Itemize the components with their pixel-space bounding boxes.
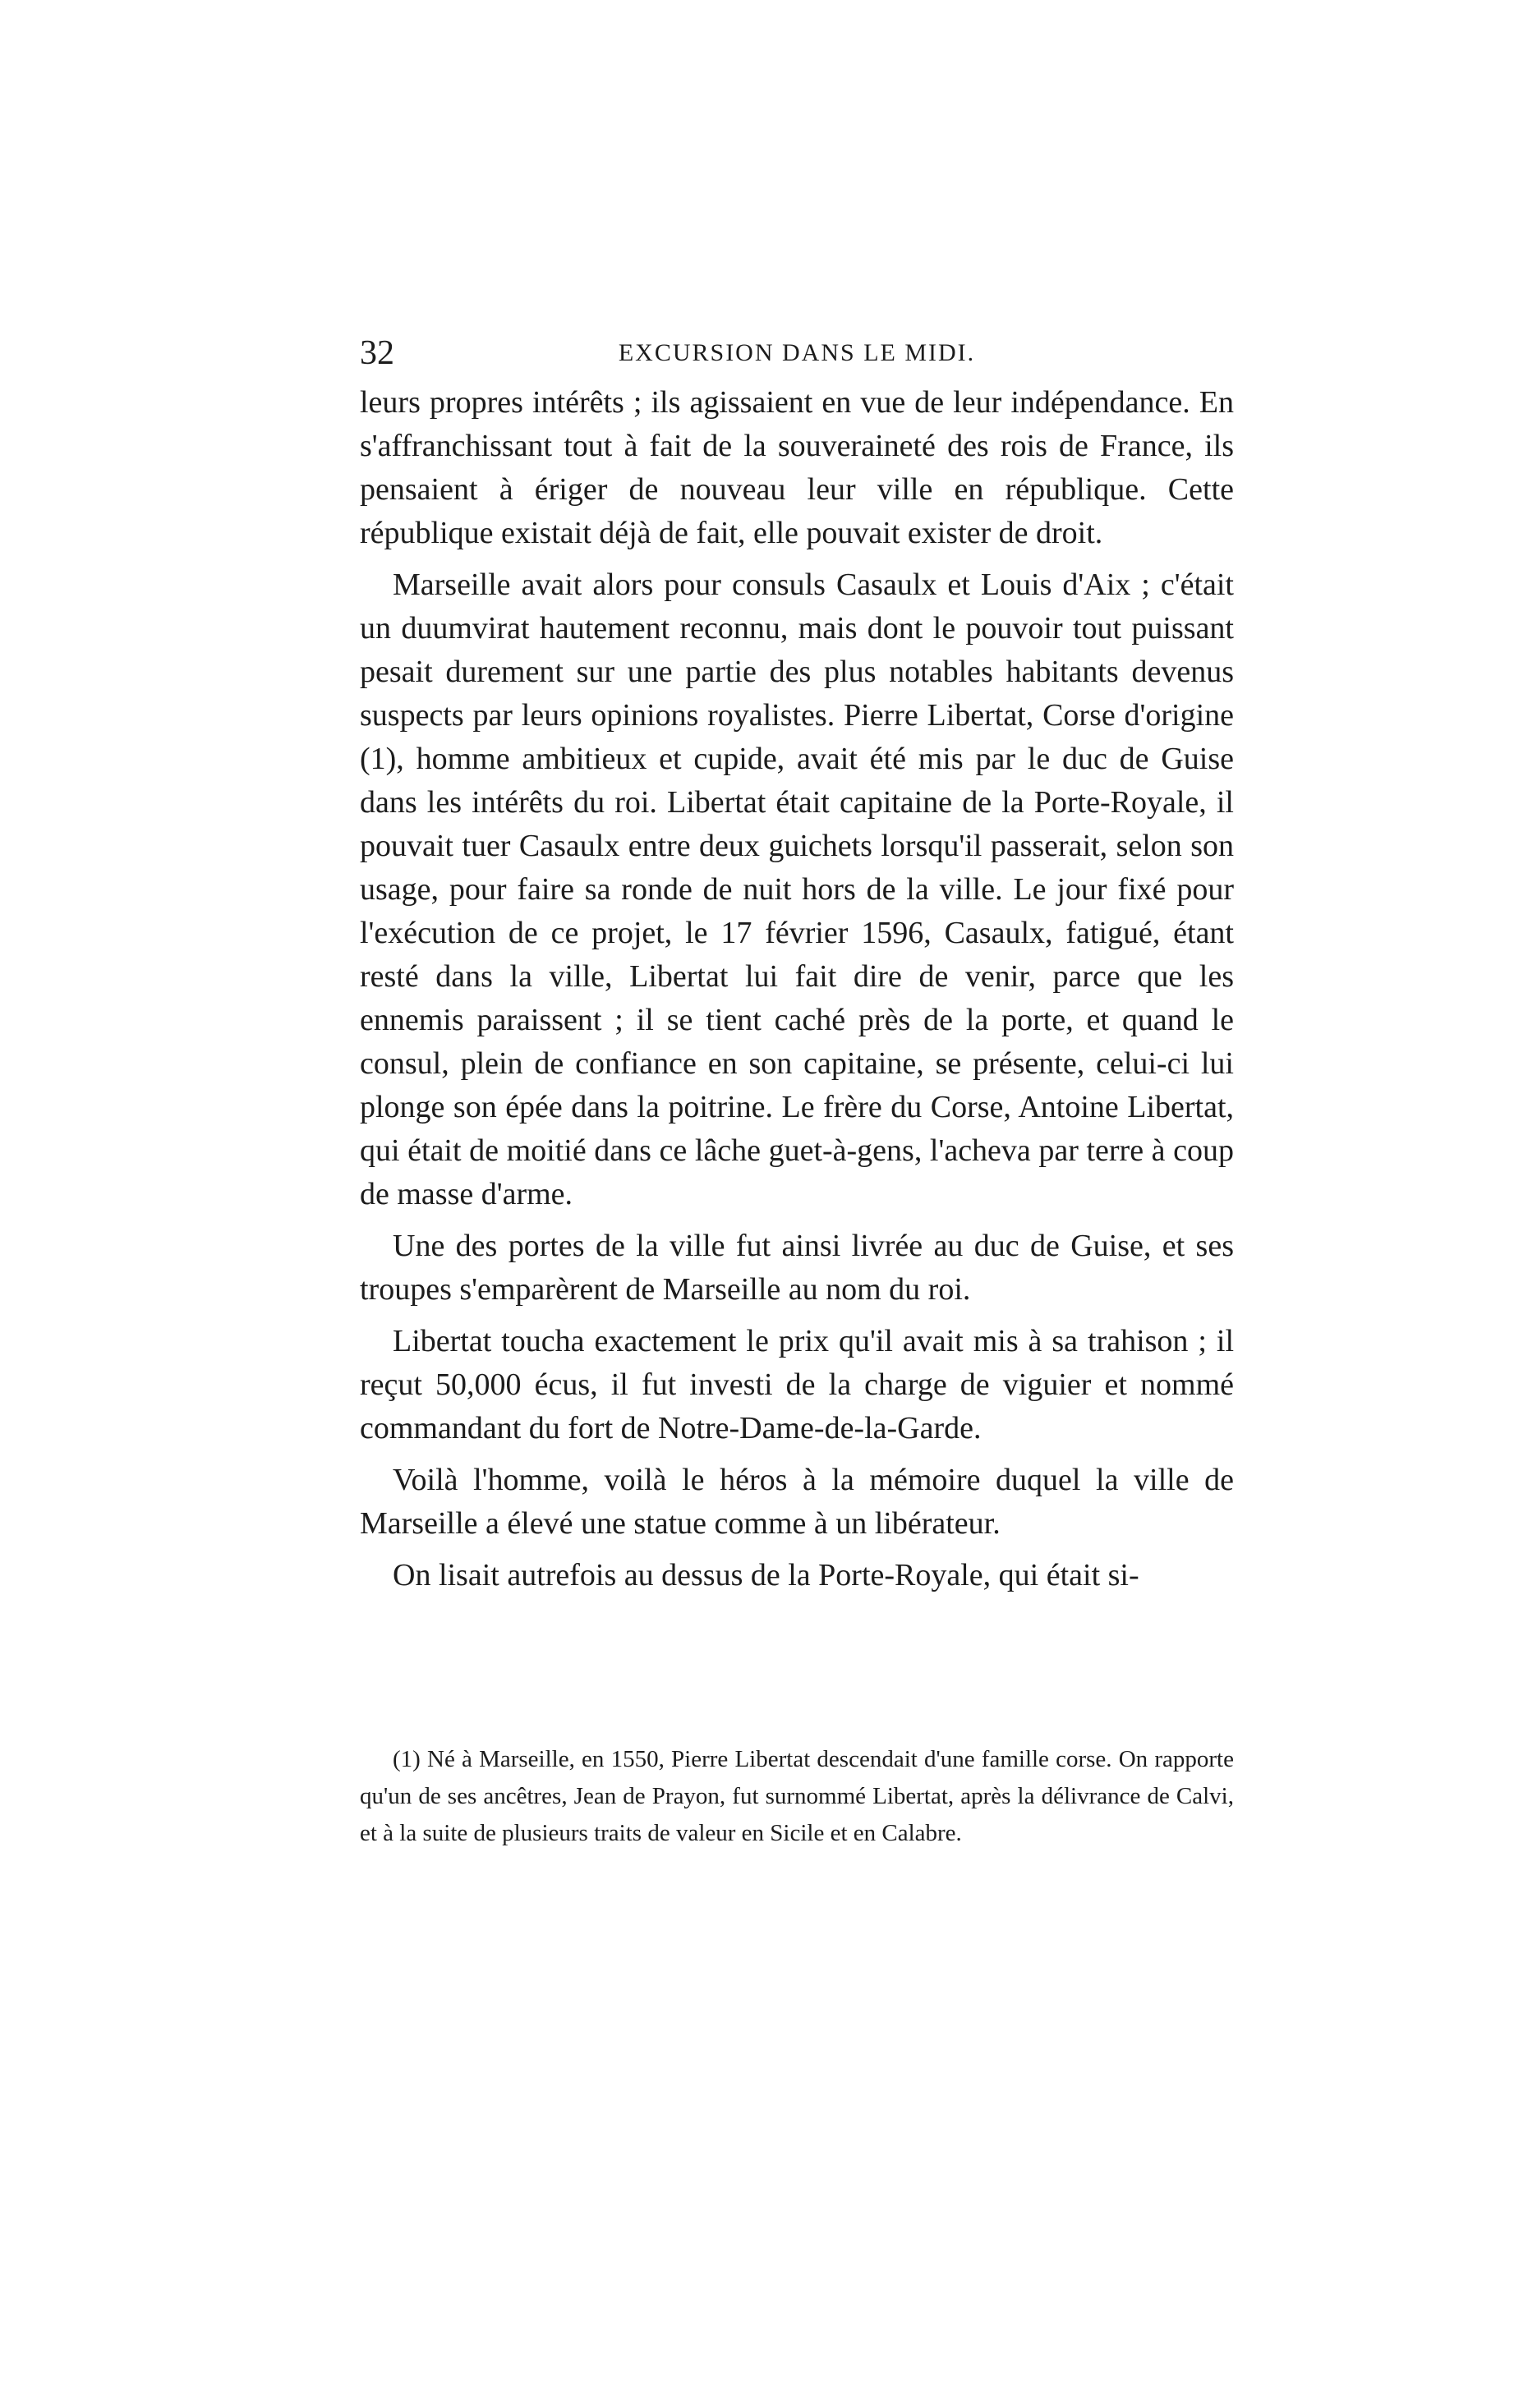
paragraph-5: Voilà l'homme, voilà le héros à la mémoire duquel la ville de Marseille a élevé une statue comme à un libérateur. [360,1463,1234,1541]
paragraph-3: Une des portes de la ville fut ainsi livrée au duc de Guise, et ses troupes s'emparèrent de Marseille au nom du roi. [360,1229,1234,1307]
paragraph-4: Libertat toucha exactement le prix qu'il avait mis à sa trahison ; il reçut 50,000 écus, il fut investi de la charge de viguier et nommé commandant du fort de Notre-Dame-de-la-Garde. [360,1324,1234,1445]
body-text [360,381,1234,1606]
running-title: EXCURSION DANS LE MIDI. [618,339,976,366]
paragraph-1: leurs propres intérêts ; ils agissaient en vue de leur indépendance. En s'affranchissant tout à fait de la souveraineté des rois de France, ils pensaient à ériger de nouveau leur ville en république. Cette république existait déjà de fait, elle pouvait exister de droit. [360,385,1234,550]
page-header [360,329,1234,378]
paragraph-2: Marseille avait alors pour consuls Casaulx et Louis d'Aix ; c'était un duumvirat hautement reconnu, mais dont le pouvoir tout puissant pesait durement sur une partie des plus notables habitants devenus suspects par leurs opinions royalistes. Pierre Libertat, Corse d'origine (1), homme ambitieux et cupide, avait été mis par le duc de Guise dans les intérêts du roi. Libertat était capitaine de la Porte-Royale, il pouvait tuer Casaulx entre deux guichets lorsqu'il passerait, selon son usage, pour faire sa ronde de nuit hors de la ville. Le jour fixé pour l'exécution de ce projet, le 17 février 1596, Casaulx, fatigué, étant resté dans la ville, Libertat lui fait dire de venir, parce que les ennemis paraissent ; il se tient caché près de la porte, et quand le consul, plein de confiance en son capitaine, se présente, celui-ci lui plonge son épée dans la poitrine. Le frère du Corse, Antoine Libertat, qui était de moitié dans ce lâche guet-à-gens, l'acheva par terre à coup de masse d'arme. [360,568,1234,1211]
footnote-text: (1) Né à Marseille, en 1550, Pierre Libertat descendait d'une famille corse. On rapporte qu'un de ses ancêtres, Jean de Prayon, fut surnommé Libertat, après la délivrance de Calvi, et à la suite de plusieurs traits de valeur en Sicile et en Calabre. [360,1746,1234,1846]
paragraph-6: On lisait autrefois au dessus de la Porte-Royale, qui était si- [393,1558,1139,1592]
footnote [360,1741,1234,1852]
page-number: 32 [360,334,394,372]
